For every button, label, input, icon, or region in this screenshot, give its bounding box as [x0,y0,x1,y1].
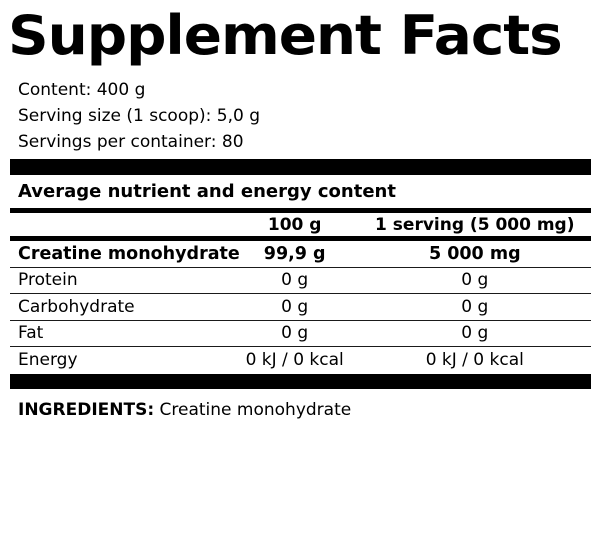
value-serving: 5 000 mg [428,243,521,264]
value-100g: 0 g [281,296,309,317]
ingredients-label: INGREDIENTS: [18,399,155,420]
col-header-serving: 1 serving (5 000 mg) [375,214,575,235]
table-row-creatine [10,241,591,268]
servings-per-container-line: Servings per container: 80 [18,132,244,152]
page-title: Supplement Facts [8,4,562,67]
ingredients-value: Creatine monohydrate [159,399,352,420]
value-100g: 0 kJ / 0 kcal [245,350,344,371]
content-line: Content: 400 g [18,80,146,100]
value-serving: 0 g [461,296,489,317]
nutrient-label: Fat [18,323,44,344]
nutrient-table [10,208,591,374]
col-header-100g: 100 g [267,214,322,235]
value-serving: 0 g [461,270,489,291]
meta-block [10,77,591,155]
serving-size-line: Serving size (1 scoop): 5,0 g [18,106,261,126]
value-100g: 99,9 g [263,243,326,264]
table-row-energy [10,347,591,374]
value-100g: 0 g [281,323,309,344]
nutrient-label: Carbohydrate [18,296,135,317]
value-serving: 0 g [461,323,489,344]
section-heading: Average nutrient and energy content [18,181,396,202]
value-serving: 0 kJ / 0 kcal [425,350,524,371]
separator-bar-top [10,159,591,175]
table-row-fat [10,321,591,348]
ingredients-line [10,400,591,420]
table-header-row [10,213,591,236]
separator-bar-bottom [10,374,591,389]
table-row-carbohydrate [10,294,591,321]
nutrient-label: Energy [18,350,78,371]
nutrient-label: Creatine monohydrate [18,243,240,264]
table-row-protein [10,268,591,295]
nutrient-label: Protein [18,270,78,291]
value-100g: 0 g [281,270,309,291]
